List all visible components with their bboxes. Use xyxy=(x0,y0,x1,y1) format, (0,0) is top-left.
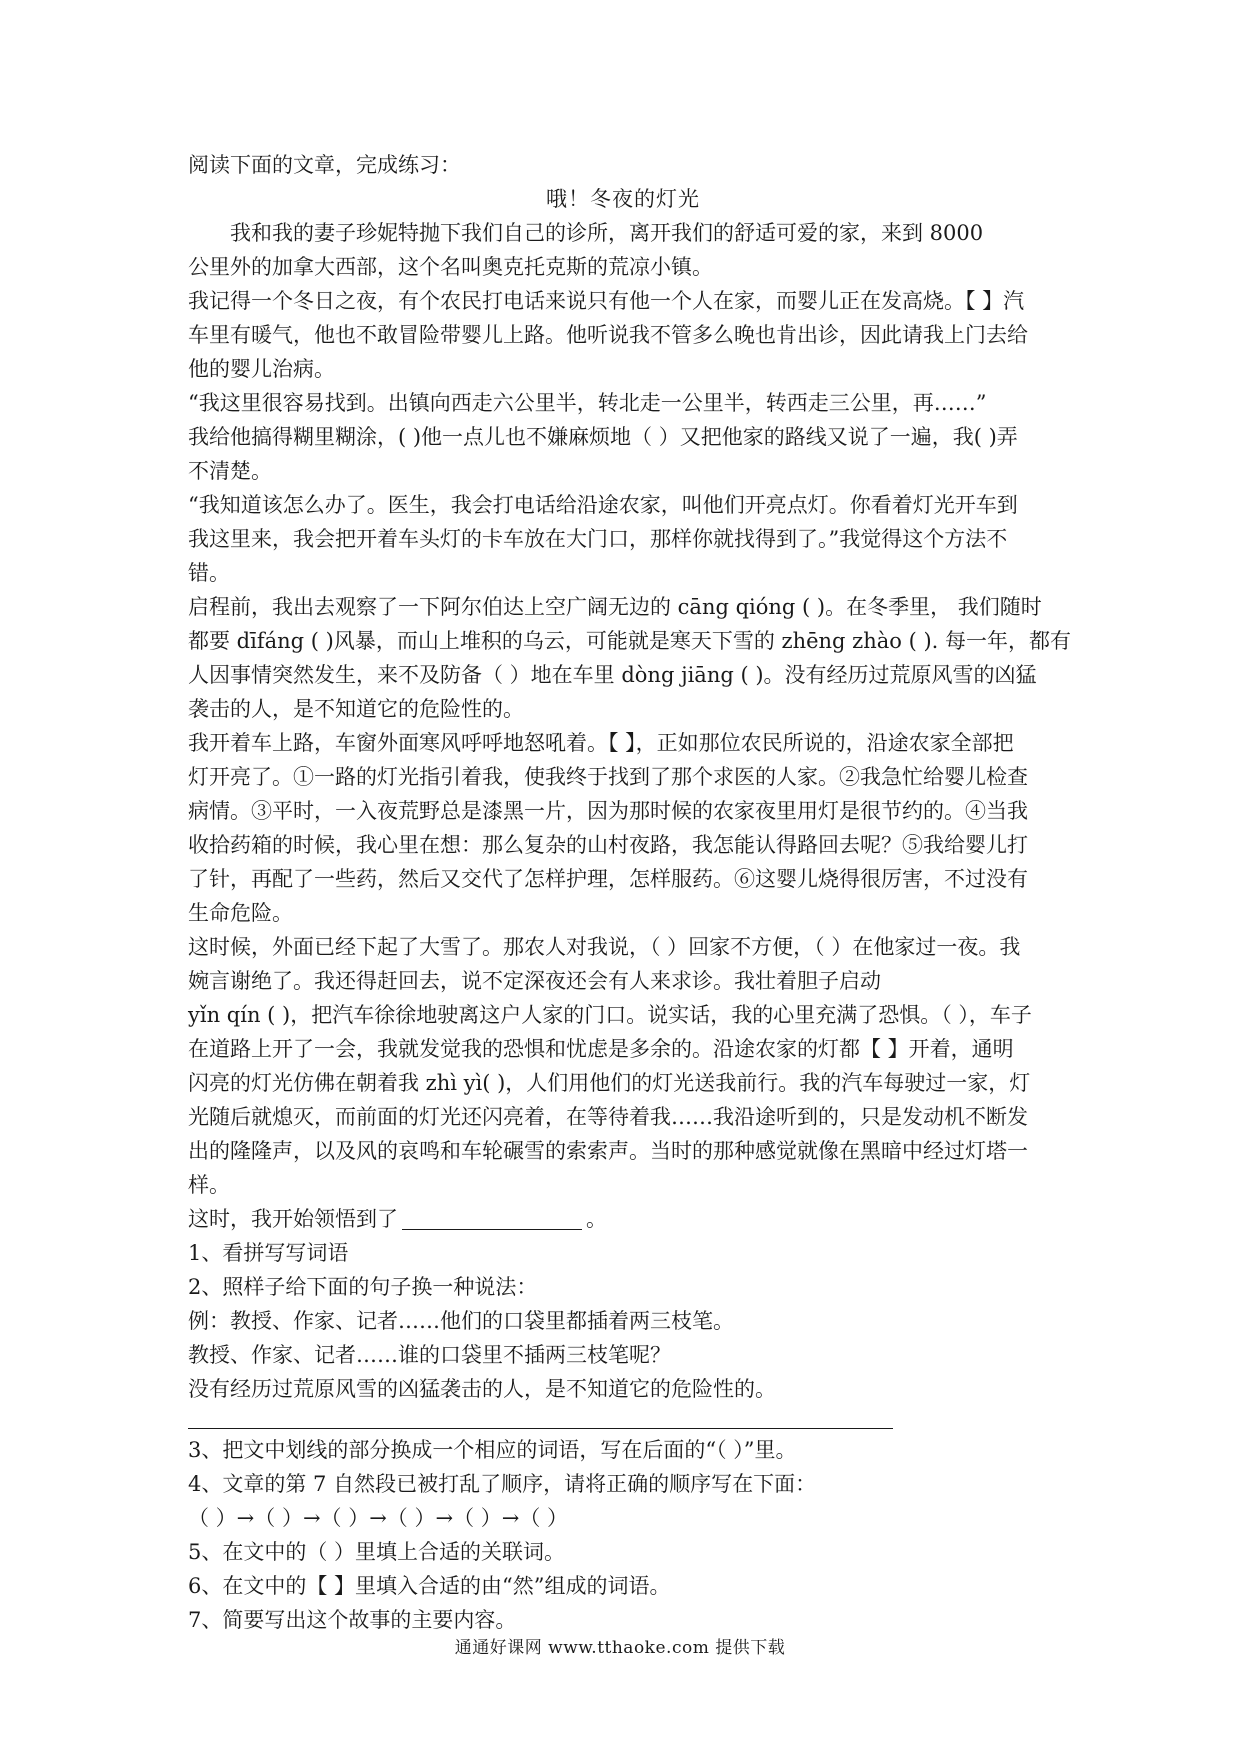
article-line: 我和我的妻子珍妮特抛下我们自己的诊所，离开我们的舒适可爱的家，来到 8000 xyxy=(230,221,984,245)
article-body xyxy=(188,216,1072,1202)
article-line: 了针，再配了一些药，然后又交代了怎样护理，怎样服药。⑥这婴儿烧得很厉害，不过没有 xyxy=(188,867,1028,891)
answer-line[interactable] xyxy=(188,1420,893,1429)
article-line: 出的隆隆声，以及风的哀鸣和车轮碾雪的索索声。当时的那种感觉就像在黑暗中经过灯塔一 xyxy=(188,1139,1028,1163)
question-5: 5、在文中的（ ）里填上合适的关联词。 xyxy=(188,1540,566,1564)
article-line: 在道路上开了一会，我就发觉我的恐惧和忧虑是多余的。沿途农家的灯都【 】开着，通明 xyxy=(188,1037,1014,1061)
article-line: 灯开亮了。①一路的灯光指引着我，使我终于找到了那个求医的人家。②我急忙给婴儿检查 xyxy=(188,765,1028,789)
article-line: 人因事情突然发生，来不及防备（ ）地在车里 dòng jiāng ( )。没有经历过荒原风雪的凶猛 xyxy=(188,663,1037,687)
question-6: 6、在文中的【 】里填入合适的由“然”组成的词语。 xyxy=(188,1574,671,1598)
article-line: 启程前，我出去观察了一下阿尔伯达上空广阔无边的 cāng qióng ( )。在冬季里， 我们随时 xyxy=(188,595,1042,619)
instruction-text: 阅读下面的文章，完成练习： xyxy=(188,153,461,177)
question-4: 4、文章的第 7 自然段已被打乱了顺序，请将正确的顺序写在下面： xyxy=(188,1472,817,1496)
realization-line xyxy=(188,1202,1058,1236)
article-line: 他的婴儿治病。 xyxy=(188,357,335,381)
question-2-example-answer: 教授、作家、记者……谁的口袋里不插两三枝笔呢？ xyxy=(188,1343,671,1367)
realization-suffix: 。 xyxy=(586,1207,607,1231)
question-2-example: 例：教授、作家、记者……他们的口袋里都插着两三枝笔。 xyxy=(188,1309,734,1333)
article-title: 哦！冬夜的灯光 xyxy=(546,187,700,211)
article-line: 我开着车上路，车窗外面寒风呼呼地怒吼着。【 】，正如那位农民所说的，沿途农家全部把 xyxy=(188,731,1014,755)
article-line: 都要 dīfáng ( )风暴，而山上堆积的乌云，可能就是寒天下雪的 zhēng zhào ( ). 每一年，都有 xyxy=(188,629,1072,653)
question-7: 7、简要写出这个故事的主要内容。 xyxy=(188,1608,517,1632)
article-line: 错。 xyxy=(188,561,230,585)
question-4-sequence: （ ）→（ ）→（ ）→（ ）→（ ）→（ ） xyxy=(188,1506,569,1530)
article-line: 车里有暖气，他也不敢冒险带婴儿上路。他听说我不管多么晚也肯出诊，因此请我上门去给 xyxy=(188,323,1028,347)
article-line: 我这里来，我会把开着车头灯的卡车放在大门口，那样你就找得到了。”我觉得这个方法不 xyxy=(188,527,1008,551)
worksheet-page xyxy=(188,148,1072,1637)
question-1: 1、看拼写写词语 xyxy=(188,1241,349,1265)
question-2-task: 没有经历过荒原风雪的凶猛袭击的人，是不知道它的危险性的。 xyxy=(188,1377,776,1401)
article-line: 这时候，外面已经下起了大雪了。那农人对我说，（ ）回家不方便，（ ）在他家过一夜。我 xyxy=(188,935,1021,959)
article-line: 光随后就熄灭，而前面的灯光还闪亮着，在等待着我……我沿途听到的，只是发动机不断发 xyxy=(188,1105,1028,1129)
article-line: 袭击的人，是不知道它的危险性的。 xyxy=(188,697,524,721)
article-line: 公里外的加拿大西部，这个名叫奥克托克斯的荒凉小镇。 xyxy=(188,255,713,279)
article-line: “我知道该怎么办了。医生，我会打电话给沿途农家，叫他们开亮点灯。你看着灯光开车到 xyxy=(188,493,1018,517)
realization-prefix: 这时，我开始领悟到了 xyxy=(188,1207,398,1231)
article-line: “我这里很容易找到。出镇向西走六公里半，转北走一公里半，转西走三公里，再……” xyxy=(188,391,987,415)
article-line: 我记得一个冬日之夜，有个农民打电话来说只有他一个人在家，而婴儿正在发高烧。【 】汽 xyxy=(188,289,1025,313)
article-line: 不清楚。 xyxy=(188,459,272,483)
article-line: 我给他搞得糊里糊涂，( )他一点儿也不嫌麻烦地（ ）又把他家的路线又说了一遍，我( )弄 xyxy=(188,425,1018,449)
footer-credit: 通通好课网 www.tthaoke.com 提供下载 xyxy=(454,1638,786,1658)
article-line: 病情。③平时，一入夜荒野总是漆黑一片，因为那时候的农家夜里用灯是很节约的。④当我 xyxy=(188,799,1028,823)
question-3: 3、把文中划线的部分换成一个相应的词语，写在后面的“（ ）”里。 xyxy=(188,1438,797,1462)
article-line: 婉言谢绝了。我还得赶回去，说不定深夜还会有人来求诊。我壮着胆子启动 xyxy=(188,969,881,993)
article-line: 样。 xyxy=(188,1173,230,1197)
article-line: 闪亮的灯光仿佛在朝着我 zhì yì( )，人们用他们的灯光送我前行。我的汽车每驶过一家，灯 xyxy=(188,1071,1031,1095)
answer-blank[interactable] xyxy=(402,1209,582,1230)
article-line: 生命危险。 xyxy=(188,901,293,925)
article-line: 收拾药箱的时候，我心里在想：那么复杂的山村夜路，我怎能认得路回去呢？⑤我给婴儿打 xyxy=(188,833,1028,857)
question-2: 2、照样子给下面的句子换一种说法： xyxy=(188,1275,538,1299)
questions xyxy=(188,1236,1058,1637)
article-line: yǐn qín ( )，把汽车徐徐地驶离这户人家的门口。说实话，我的心里充满了恐惧。（ ），车子 xyxy=(188,1003,1032,1027)
